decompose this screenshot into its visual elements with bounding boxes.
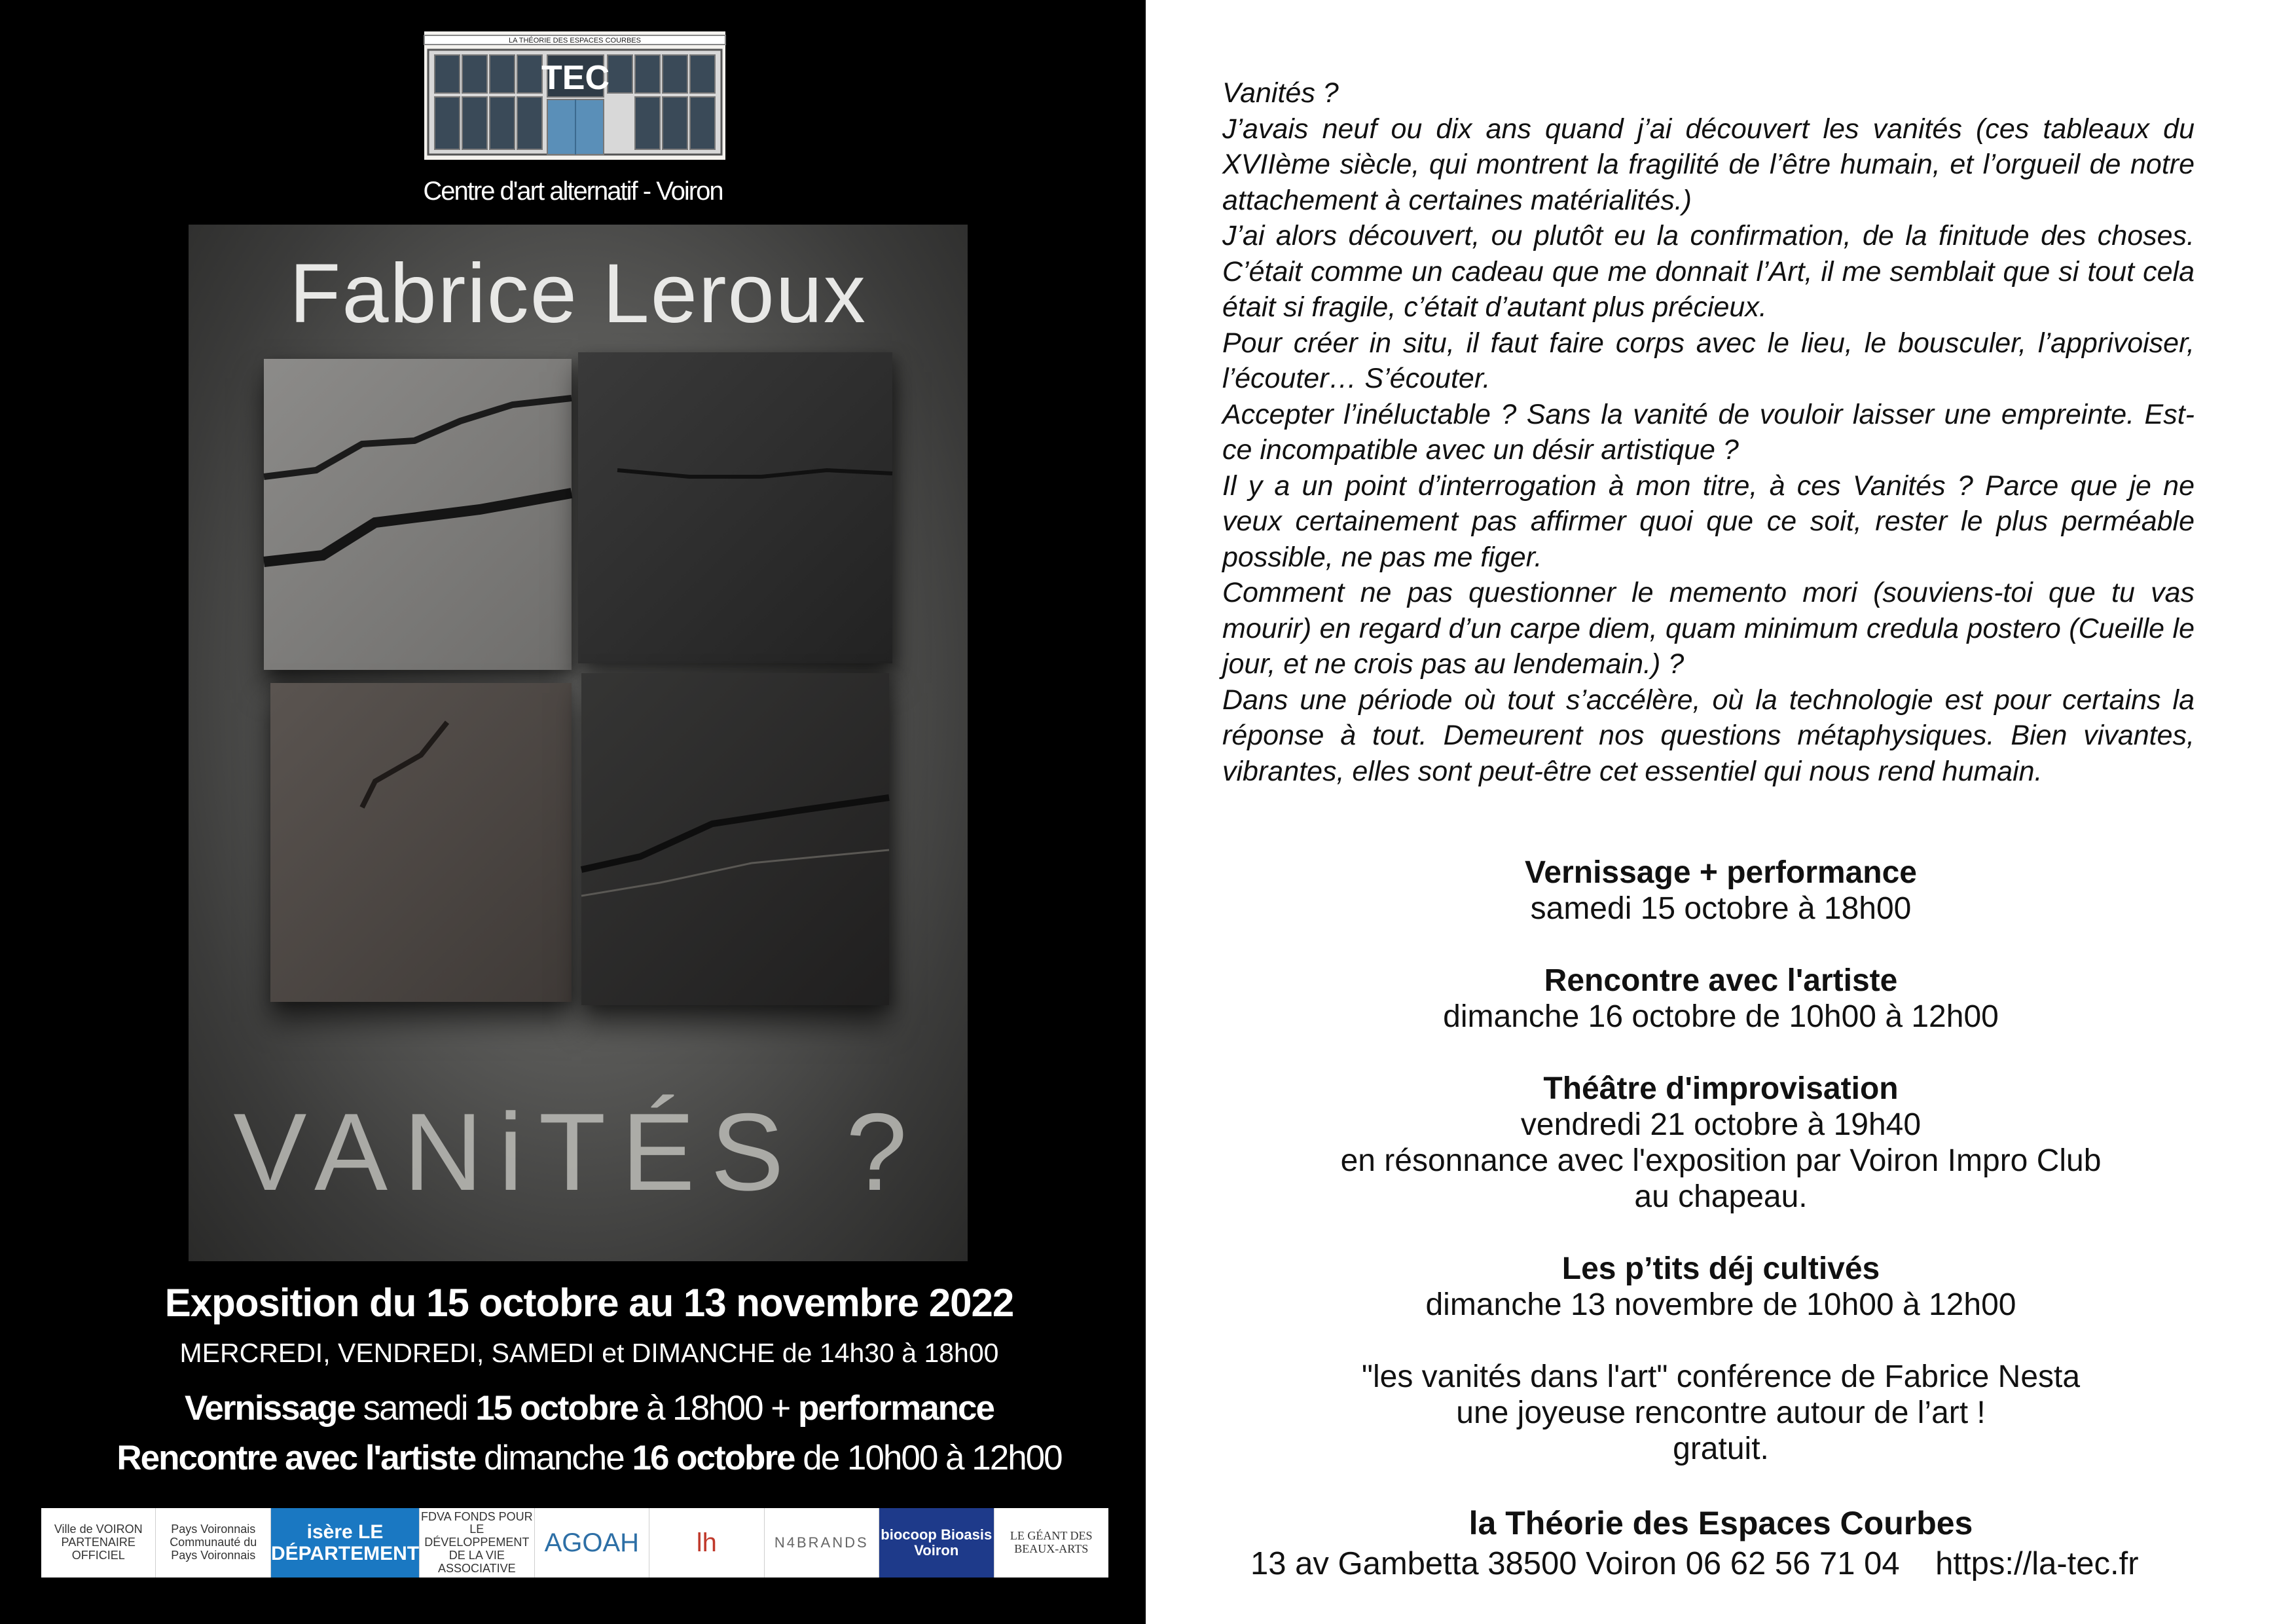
vernissage-line [0, 1388, 1178, 1428]
vernissage-date: 15 octobre [475, 1389, 638, 1428]
rencontre-day: dimanche [475, 1439, 632, 1477]
vernissage-label: Vernissage [184, 1389, 355, 1428]
venue-address: 13 av Gambetta 38500 Voiron 06 62 56 71 04 [1250, 1546, 1900, 1581]
vernissage-time: à 18h00 + [638, 1389, 798, 1428]
vernissage-day: samedi [354, 1389, 476, 1428]
sponsor-logo: Pays Voironnais Communauté du Pays Voironnais [156, 1508, 270, 1578]
event-title: Les p’tits déj cultivés [1561, 1251, 1880, 1286]
rencontre-line [0, 1438, 1178, 1478]
event-detail: dimanche 16 octobre de 10h00 à 12h00 [1443, 999, 1999, 1034]
clay-tile-bottom-left [270, 683, 572, 1002]
statement-paragraph: Pour créer in situ, il faut faire corps avec le lieu, le bousculer, l’apprivoiser, l’écouter… S’écouter. [1222, 327, 2195, 394]
right-panel [1146, 0, 2296, 1624]
venue-contact [1250, 1545, 2232, 1582]
event-detail: vendredi 21 octobre à 19h40 [1520, 1107, 1922, 1142]
event-detail: au chapeau. [1634, 1179, 1808, 1214]
exhibition-dates: Exposition du 15 octobre au 13 novembre 2022 [164, 1281, 1014, 1325]
conference-line: une joyeuse rencontre autour de l’art ! [1456, 1395, 1986, 1430]
venue-name: la Théorie des Espaces Courbes [1468, 1505, 1973, 1541]
opening-days: MERCREDI, VENDREDI, SAMEDI et DIMANCHE de 14h30 à 18h00 [179, 1338, 999, 1368]
event-detail: en résonnance avec l'exposition par Voiron Impro Club [1340, 1143, 2102, 1178]
artist-name: Fabrice Leroux [289, 247, 867, 341]
venue-website-link[interactable]: https://la-tec.fr [1935, 1546, 2139, 1581]
clay-tile-top-right [578, 352, 892, 663]
statement-paragraph: Il y a un point d’interrogation à mon titre, à ces Vanités ? Parce que je ne veux certainement pas affirmer quoi que ce soit, rester le plus perméable possible, ne pas me figer. [1222, 470, 2195, 573]
sponsor-logo: N4BRANDS [765, 1508, 879, 1578]
artwork-image [189, 225, 968, 1261]
sponsor-logo: LE GÉANT DES BEAUX-ARTS [1010, 1529, 1093, 1555]
event-title: Théâtre d'improvisation [1543, 1071, 1899, 1106]
clay-tile-top-left [264, 359, 572, 670]
statement-paragraph: J’avais neuf ou dix ans quand j’ai découvert les vanités (ces tableaux du XVIIème siècle, qui montrent la fragilité de l’être humain, et l’orgueil de notre attachement à certaines matérialités.) [1222, 113, 2195, 216]
left-panel [0, 0, 1146, 1624]
sponsor-logo: lh [649, 1508, 764, 1578]
logo-door-letters: TEC [541, 59, 610, 97]
rencontre-label: Rencontre avec l'artiste [117, 1439, 476, 1477]
statement-paragraph: Comment ne pas questionner le memento mori (souviens-toi que tu vas mourir) en regard d’un carpe diem, quam minimum credula postero (Cueille le jour, et ne crois pas au lendemain.) ? [1222, 577, 2195, 680]
center-name: Centre d'art alternatif - Voiron [423, 177, 723, 206]
exhibition-title: VANiTÉS ? [233, 1090, 923, 1213]
event-title: Rencontre avec l'artiste [1544, 963, 1898, 998]
sponsor-logo: Ville de VOIRON PARTENAIRE OFFICIEL [41, 1508, 156, 1578]
sponsor-logo: AGOAH [535, 1508, 649, 1578]
statement-paragraph: J’ai alors découvert, ou plutôt eu la confirmation, de la finitude des choses. C’était comme un cadeau que me donnait l’Art, il me semblait que si tout cela était si fragile, c’était d’autant plus précieux. [1222, 220, 2195, 323]
sponsor-logo: isère LE DÉPARTEMENT [271, 1508, 420, 1578]
artist-statement [1222, 75, 2195, 789]
event-schedule [1146, 855, 2296, 1467]
event-title: Vernissage + performance [1525, 855, 1917, 890]
clay-tile-bottom-right [581, 673, 889, 1005]
logo-sign-text: LA THÉORIE DES ESPACES COURBES [509, 37, 641, 45]
rencontre-date: 16 octobre [632, 1439, 795, 1477]
vernissage-extra: performance [797, 1389, 994, 1428]
conference-line: "les vanités dans l'art" conférence de Fabrice Nesta [1361, 1359, 2081, 1394]
sponsor-logo: FDVA FONDS POUR LE DÉVELOPPEMENT DE LA VIE ASSOCIATIVE [420, 1508, 534, 1578]
rencontre-time: de 10h00 à 12h00 [794, 1439, 1062, 1477]
event-detail: dimanche 13 novembre de 10h00 à 12h00 [1425, 1287, 2016, 1322]
sponsor-logos [41, 1508, 1108, 1578]
tec-storefront-logo [424, 31, 725, 160]
event-detail: samedi 15 octobre à 18h00 [1530, 891, 1912, 926]
conference-line: gratuit. [1673, 1431, 1769, 1466]
statement-paragraph: Dans une période où tout s’accélère, où la technologie est pour certains la réponse à tout. Demeurent nos questions métaphysiques. Bien vivantes, vibrantes, elles sont peut-être cet essentiel qui nous rend humain. [1222, 684, 2195, 787]
statement-paragraph: Accepter l’inéluctable ? Sans la vanité de vouloir laisser une empreinte. Est-ce incompatible avec un désir artistique ? [1222, 398, 2195, 466]
statement-paragraph: Vanités ? [1222, 77, 1339, 109]
sponsor-logo: biocoop Bioasis Voiron [879, 1508, 994, 1578]
